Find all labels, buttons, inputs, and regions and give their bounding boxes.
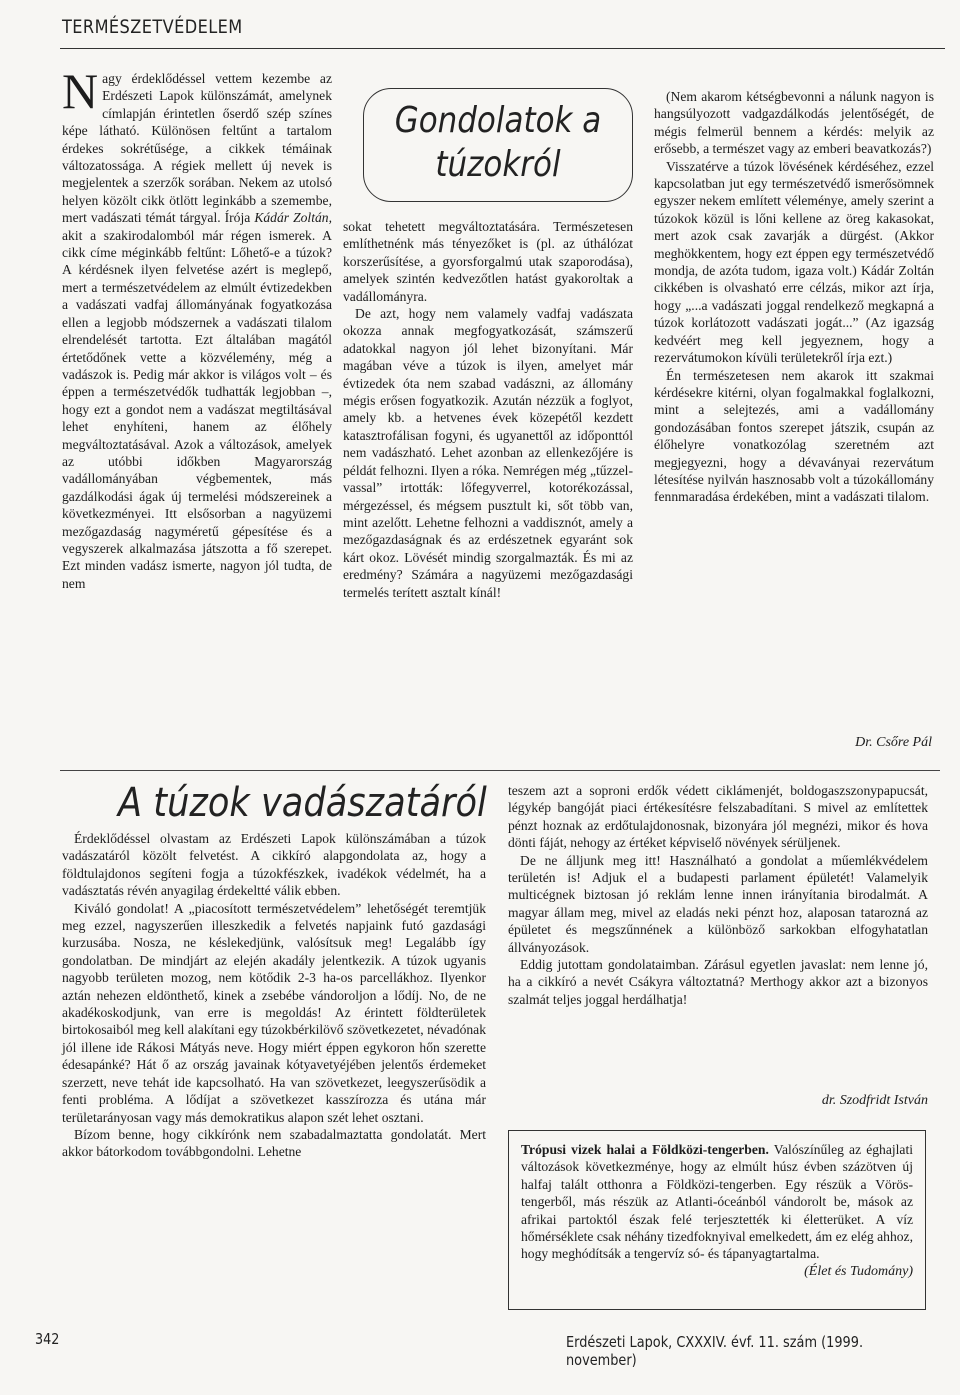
article2-signature: dr. Szodfridt István [821,1093,928,1108]
article1-text: agy érdeklődéssel vettem kezembe az Erdészeti Lapok különszámát, amelynek címlapján érintetlen őserdő szép színes képe látható. Különösen feltűnt a tartalom érdekes sokrétűsége, a cikkek témáinak változatossága. A régiek mellett új nevek is megjelentek a szerzők sorában. Nekem az utolsó helyen közölt cikk ötlött leginkább a szemembe, mert vadászati témát tárgyal. Írója [62,71,332,226]
article2-paragraph: De ne álljunk meg itt! Használható a gondolat a műemlékvédelem területén is! Adjuk el a budapesti parlament épületét! Valamelyik multicégnek biztosan jó reklám lenne innen irányítania birodalmát. A magyar állam meg, mivel az eladás neki pénzt hoz, alaposan tatarozná az épületet és megszűnnének a különböző sarkokban elfogyhatatlan állványozások. [508,852,928,955]
article1-column1 [62,63,332,592]
article1-column2 [343,218,633,601]
article2-paragraph: Érdeklődéssel olvastam az Erdészeti Lapok különszámában a túzok vadászatáról közölt felvetést. A cikkíró alapgondolata az, hogy a földtulajdonos segíteni fogja a túzokfészkek, ivadékok védelmét, ha a vadásztatás révén anyagilag érdekeltté válik ebben. [62,831,486,899]
author-reference: Kádár Zoltán, [254,210,332,226]
article2-paragraph: Kiváló gondolat! A „piacosított természetvédelem” lehetőségét teremtjük meg ezzel, nagyszerűen illeszkedik a felvetés napjaink futó gazdasági kurzusába. Nosza, ne késlekedjünk, valósítsuk meg! Legalább így gondolatban. De mindjárt az elején akadály jelentkezik. A túzok ugyanis nagyobb területen mozog, nem kötődik 2-3 ha-os parcellákhoz. Ilyenkor aztán nehezen eldönthető, kinek a zsebébe vándoroljon a lődíj. No, de ne akadékoskodjunk, van erre is megoldás! Az érintett földterületek birtokosaiból meg kell alakítani egy túzokbérkilövő szövetkezetet, névadónak jól illene ide Rákosi Mátyás neve. Hogy miért éppen egykoron hőn szerette édesapánké? Hát ő az ország javainak kótyavetyéjében jelentős érdemeket szerzett, neve tehát ide kapcsolható. Ha van szövetkezet, leegyszerűsödik a fenti probléma. A lődíjat a szövetkezet kasszírozza és utána már területarányosan vagy más demokratikus alapon szét lehet osztani. [62,900,486,1125]
article1-paragraph [62,63,332,592]
article1-signature: Dr. Csőre Pál [855,735,932,750]
journal-footer: Erdészeti Lapok, CXXXIV. évf. 11. szám (1999. november) [566,1333,864,1369]
news-box [508,1130,926,1310]
article2-paragraph: teszem azt a soproni erdők védett ciklámenjét, boldogaszszonypapucsát, légykép bangóját piaci értékesítésre felszabadítani. S mivel az említettek pénzt hoznak az erdőtulajdonosnak, bizonyára jól megnézi, mikor és hova dönti fáját, nehogy az értéket képviselő növények sérüljenek. [508,783,928,851]
article1-title-line: Gondolatok a [394,100,602,141]
page-number: 342 [35,1330,60,1348]
article1-paragraph: De azt, hogy nem valamely vadfaj vadászata okozza annak megfogyatkozását, számszerű adatokkal nagyon jól lehet bizonyítani. Már magában véve a túzok is ilyen, amelyet már évtizedek óta nem szabad vadászni, az állomány mégis erősen fogyatkozik. Azután nézzük a foglyot, amely kb. a hetvenes évek közepétől kezdett katasztrofálisan fogyni, és ugyanettől az időponttól nem vadászható. Lehet azonban az ellenkezőjére is példát felhozni. Ilyen a róka. Nemrégen még „tűzzel-vassal” irtották: lőfegyverrel, kotorékozással, mérgezéssel, és mégsem pusztult ki, sőt több van, mint azelőtt. Lehetne felhozni a vaddisznót, amely a mezőgazdaságnak és az erdészetnek egyaránt sok kárt okoz. Lövését mindig szorgalmazták. És mi az eredmény? Számára a nagyüzemi mezőgazdasági termelés terített asztalt kínál! [343,306,633,600]
section-title: TERMÉSZETVÉDELEM [62,16,243,38]
news-box-title: Trópusi vizek halai a Földközi-tengerben. [521,1142,769,1157]
article2-column2 [508,782,928,1008]
news-box-paragraph [521,1141,913,1263]
article2-paragraph: Eddig jutottam gondolataimban. Zárásul egyetlen javaslat: nem lenne jó, ha a cikkíró a nevét Csákyra változtatná? Merthogy akkor azt a bizonyos szalmát teljes joggal herdálhatja! [508,957,928,1007]
article1-paragraph: Én természetesen nem akarok itt szakmai kérdésekre kitérni, olyan fogalmakkal foglalkozni, mint a selejtezés, ami a vadállomány gondozásában fontos szerepet játszik, csupán az élőhelyre vonatkozólag szeretném azt megjegyezni, hogy a dévaványai rezervátum létesítése nyilván hasznosabb volt a túzokállomány fennmaradása érdekében, mint a vadászati tilalom. [654,367,934,505]
article1-paragraph: Visszatérve a túzok lövésének kérdéséhez, ezzel kapcsolatban jut egy természetvédő ismerősömnek egyszer nekem említett véleménye, amely szerint a túzokok közül is lőni kellene az öreg kakasokat, mert azok csak zavarják a dürgést. (Akkor meghökkentem, hogy ezt éppen egy természetvédő mondja, de azóta tudom, igaza volt.) Kádár Zoltán cikkében is olvasható erre célzás, mikor azt írja, hogy „...a vadászati joggal rendelkező megkapná a túzok korlátozott vadászati jogát...” (Az igazság kedvéért meg kell jegyeznem, hogy a rezervátumokon kívüli területekről írja ezt.) [654,158,934,366]
news-box-body [521,1141,913,1280]
header-rule [60,48,945,49]
article1-text: akit a szakirodalomból már régen ismerek. A cikk címe méginkább feltűnt: Lőhető-e a túzok? A kérdésnek ilyen felvetése azért is meglepő, mert a természetvédelem az elmúlt évtizedekben a vadászati vadfaj állományának fogyatkozása ellen a legjobb módszernek a vadászati tilalom elrendelését tartotta. Ezt általában magától értetődőnek vette a közvélemény, még a vadászok is. Pedig már akkor is világos volt – és éppen a természetvédők tudhatták legjobban –, hogy ezt a gondot nem a vadászat megtiltásával lehet enyhíteni, hanem az élőhely megváltoztatásával. Azok a változások, amelyek az utóbbi időkben Magyarország vadállományában végbementek, más gazdálkodási ágak új termelési módszereinek a következményei. Itt elsősorban a nagyüzemi mezőgazdaság nagyméretű gépesítése és a vegyszerek alkalmazása játszotta a fő szerepet. Ezt minden vadász ismerte, nagyon jól tudta, de nem [62,227,332,591]
drop-cap: N [62,63,99,119]
article2-title: A túzok vadászatáról [118,780,487,826]
news-box-source: (Élet és Tudomány) [804,1263,913,1279]
article1-paragraph: sokat tehetett megváltoztatására. Természetesen említhetnénk más tényezőket is (pl. az úthálózat korszerűsítése, a gyorsforgalmú utak szaporodása), amelyek szintén kedvezőtlen hatást gyakoroltak a vadállományra. [343,219,633,304]
news-box-text: Valószínűleg az éghajlati változások következménye, hogy az elmúlt húsz évben százötven új halfaj talált otthonra a Földközi-tengerben. Egy részük a Vörös-tengerből, más részük az Atlanti-óceánból vándorolt be, mások az afrikai partoktól észak felé terjesztették ki életterüket. A víz hőmérséklete csak néhány tizedfoknyival emelkedett, ám ez elég ahhoz, hogy meghódítsák a tengervíz só- és tápanyagtartalma. [521,1142,913,1262]
article1-title [383,99,613,187]
article2-paragraph: Bízom benne, hogy cikkírónk nem szabadalmaztatta gondolatát. Mert akkor bátorkodom továbbgondolni. Lehetne [62,1126,486,1160]
article1-paragraph: (Nem akarom kétségbevonni a nálunk nagyon is hangsúlyozott vadgazdálkodás jelentőségét, de mégis felmerül bennem a kérdés: melyik az erősebb, a természet vagy az emberi beavatkozás?) [654,89,934,157]
section-divider [60,770,940,771]
article1-title-line: túzokról [435,144,561,185]
article1-title-box [363,88,633,202]
article1-column3 [654,88,934,506]
article2-column1 [62,830,486,1161]
